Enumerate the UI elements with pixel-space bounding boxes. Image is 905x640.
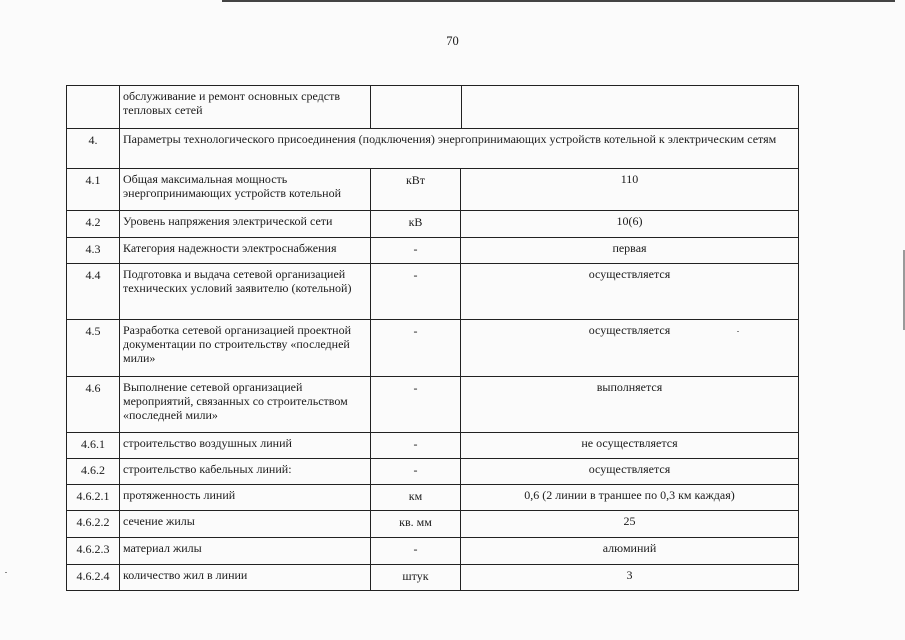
row-unit: кв. мм [371, 511, 461, 538]
row-value: первая [461, 238, 799, 264]
section-title: Параметры технологического присоединения (подключения) энергопринимающих устройств котельной к электрическим сетям [120, 129, 799, 169]
row-value: осуществляется [461, 320, 799, 377]
row-unit [371, 86, 461, 128]
table-row [67, 565, 799, 591]
table-row [67, 238, 799, 264]
row-number: 4.6.1 [67, 433, 120, 459]
row-number: 4.6.2.4 [67, 565, 120, 591]
section-row [67, 129, 799, 169]
row-unit: - [371, 459, 461, 485]
table-row [67, 377, 799, 433]
table-row [67, 433, 799, 459]
row-unit: км [371, 485, 461, 511]
row-value: осуществляется [461, 459, 799, 485]
row-value: 110 [461, 169, 799, 211]
row-parameter: строительство кабельных линий: [120, 459, 371, 485]
row-parameter: строительство воздушных линий [120, 433, 371, 459]
table-row [67, 169, 799, 211]
row-parameter: обслуживание и ремонт основных средств тепловых сетей [120, 86, 371, 129]
row-value: выполняется [461, 377, 799, 433]
row-value: 10(6) [461, 211, 799, 238]
row-number: 4.6.2.2 [67, 511, 120, 538]
table-row [67, 320, 799, 377]
row-parameter: Подготовка и выдача сетевой организацией технических условий заявителю (котельной) [120, 264, 371, 320]
row-number: 4.5 [67, 320, 120, 377]
table-row [67, 485, 799, 511]
row-unit: - [371, 433, 461, 459]
row-parameter: материал жилы [120, 538, 371, 565]
table-row [67, 86, 799, 129]
row-unit: штук [371, 565, 461, 591]
row-value: не осуществляется [461, 433, 799, 459]
row-parameter: Категория надежности электроснабжения [120, 238, 371, 264]
row-number: 4.6.2.3 [67, 538, 120, 565]
row-value: 0,6 (2 линии в траншее по 0,3 км каждая) [461, 485, 799, 511]
row-empty-cell [371, 86, 799, 129]
table-row [67, 264, 799, 320]
row-unit: - [371, 264, 461, 320]
row-unit: кВ [371, 211, 461, 238]
scan-speck [737, 331, 739, 332]
row-value [461, 86, 798, 128]
row-unit: - [371, 320, 461, 377]
row-number: 4.1 [67, 169, 120, 211]
row-value: 3 [461, 565, 799, 591]
page-number: 70 [446, 34, 459, 48]
row-parameter: Разработка сетевой организацией проектной документации по строительству «последней мили» [120, 320, 371, 377]
row-parameter: Общая максимальная мощность энергопринимающих устройств котельной [120, 169, 371, 211]
table-row [67, 511, 799, 538]
row-number [67, 86, 120, 129]
row-number: 4.6 [67, 377, 120, 433]
row-number: 4.3 [67, 238, 120, 264]
section-number: 4. [67, 129, 120, 169]
row-unit: - [371, 377, 461, 433]
row-number: 4.6.2 [67, 459, 120, 485]
row-parameter: сечение жилы [120, 511, 371, 538]
row-parameter: протяженность линий [120, 485, 371, 511]
row-value: 25 [461, 511, 799, 538]
row-unit: - [371, 538, 461, 565]
scan-speck [5, 572, 7, 573]
table-row [67, 538, 799, 565]
row-parameter: количество жил в линии [120, 565, 371, 591]
page-top-border [222, 0, 895, 2]
row-value: алюминий [461, 538, 799, 565]
table-row [67, 211, 799, 238]
row-number: 4.4 [67, 264, 120, 320]
row-value: осуществляется [461, 264, 799, 320]
row-unit: - [371, 238, 461, 264]
row-unit: кВт [371, 169, 461, 211]
row-number: 4.6.2.1 [67, 485, 120, 511]
table-row [67, 459, 799, 485]
row-parameter: Выполнение сетевой организацией мероприятий, связанных со строительством «последней мили» [120, 377, 371, 433]
row-parameter: Уровень напряжения электрической сети [120, 211, 371, 238]
parameters-table [66, 85, 799, 591]
row-number: 4.2 [67, 211, 120, 238]
